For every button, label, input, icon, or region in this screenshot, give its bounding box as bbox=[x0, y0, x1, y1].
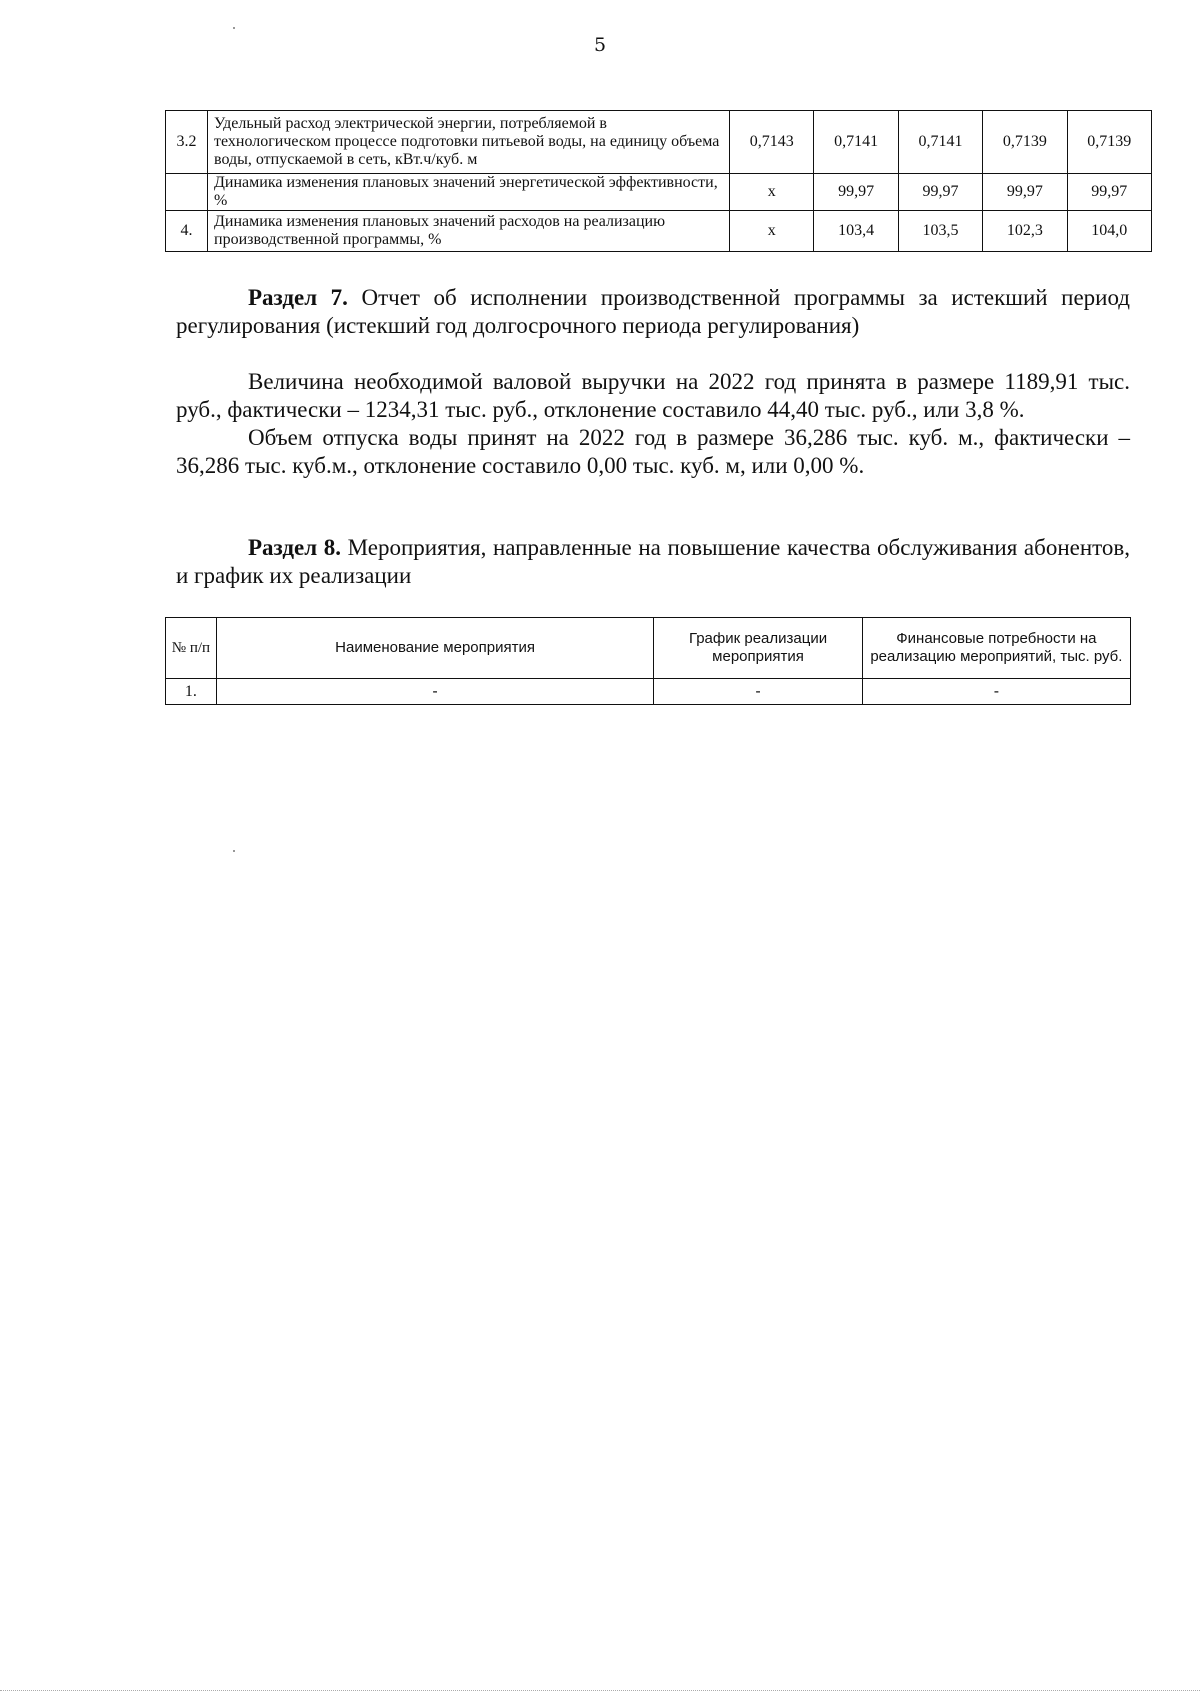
indicator-value: 0,7141 bbox=[898, 111, 982, 174]
section-7-heading bbox=[176, 284, 1130, 340]
indicator-value: 103,5 bbox=[898, 211, 982, 252]
indicator-name: Динамика изменения плановых значений энергетической эффективности, % bbox=[208, 174, 730, 211]
indicator-value: 99,97 bbox=[983, 174, 1067, 211]
scan-speck bbox=[233, 850, 235, 852]
section-7-label: Раздел 7. bbox=[248, 285, 348, 310]
table-row bbox=[166, 174, 1152, 211]
header-number: № п/п bbox=[166, 618, 217, 679]
scan-edge-line bbox=[0, 1690, 1200, 1691]
table-row bbox=[166, 211, 1152, 252]
indicator-value: 99,97 bbox=[814, 174, 898, 211]
event-finance: - bbox=[862, 679, 1130, 705]
section-8-heading bbox=[176, 534, 1130, 590]
row-number bbox=[166, 174, 208, 211]
header-finance: Финансовые потребности на реализацию мероприятий, тыс. руб. bbox=[862, 618, 1130, 679]
indicator-value: 0,7141 bbox=[814, 111, 898, 174]
indicator-value: х bbox=[730, 211, 814, 252]
indicator-value: 99,97 bbox=[898, 174, 982, 211]
indicator-value: 102,3 bbox=[983, 211, 1067, 252]
page-number: 5 bbox=[593, 34, 607, 56]
water-volume-paragraph: Объем отпуска воды принят на 2022 год в размере 36,286 тыс. куб. м., фактически – 36,286 тыс. куб.м., отклонение составило 0,00 тыс. куб. м, или 0,00 %. bbox=[176, 425, 1130, 478]
section-7-title: Отчет об исполнении производственной программы за истекший период регулирования (истекший год долгосрочного периода регулирования) bbox=[176, 285, 1131, 338]
scan-speck bbox=[233, 27, 235, 29]
indicator-value: х bbox=[730, 174, 814, 211]
header-event-name: Наименование мероприятия bbox=[216, 618, 653, 679]
table-row bbox=[166, 679, 1131, 705]
section-8-title: Мероприятия, направленные на повышение качества обслуживания абонентов, и график их реализации bbox=[176, 535, 1130, 588]
section-8-label: Раздел 8. bbox=[248, 535, 341, 560]
row-number: 1. bbox=[166, 679, 217, 705]
indicator-table bbox=[165, 110, 1152, 252]
table-row bbox=[166, 111, 1152, 174]
indicator-value: 104,0 bbox=[1067, 211, 1151, 252]
row-number: 3.2 bbox=[166, 111, 208, 174]
events-table bbox=[165, 617, 1131, 705]
event-name: - bbox=[216, 679, 653, 705]
indicator-value: 99,97 bbox=[1067, 174, 1151, 211]
event-schedule: - bbox=[654, 679, 862, 705]
revenue-paragraph: Величина необходимой валовой выручки на 2022 год принята в размере 1189,91 тыс. руб., фактически – 1234,31 тыс. руб., отклонение составило 44,40 тыс. руб., или 3,8 %. bbox=[176, 369, 1130, 422]
indicator-value: 103,4 bbox=[814, 211, 898, 252]
header-schedule: График реализации мероприятия bbox=[654, 618, 862, 679]
row-number: 4. bbox=[166, 211, 208, 252]
indicator-value: 0,7143 bbox=[730, 111, 814, 174]
indicator-value: 0,7139 bbox=[983, 111, 1067, 174]
indicator-name: Удельный расход электрической энергии, потребляемой в технологическом процессе подготовки питьевой воды, на единицу объема воды, отпускаемой в сеть, кВт.ч/куб. м bbox=[208, 111, 730, 174]
section-7-body bbox=[176, 368, 1130, 480]
indicator-value: 0,7139 bbox=[1067, 111, 1151, 174]
indicator-name: Динамика изменения плановых значений расходов на реализацию производственной программы, % bbox=[208, 211, 730, 252]
table-header-row bbox=[166, 618, 1131, 679]
